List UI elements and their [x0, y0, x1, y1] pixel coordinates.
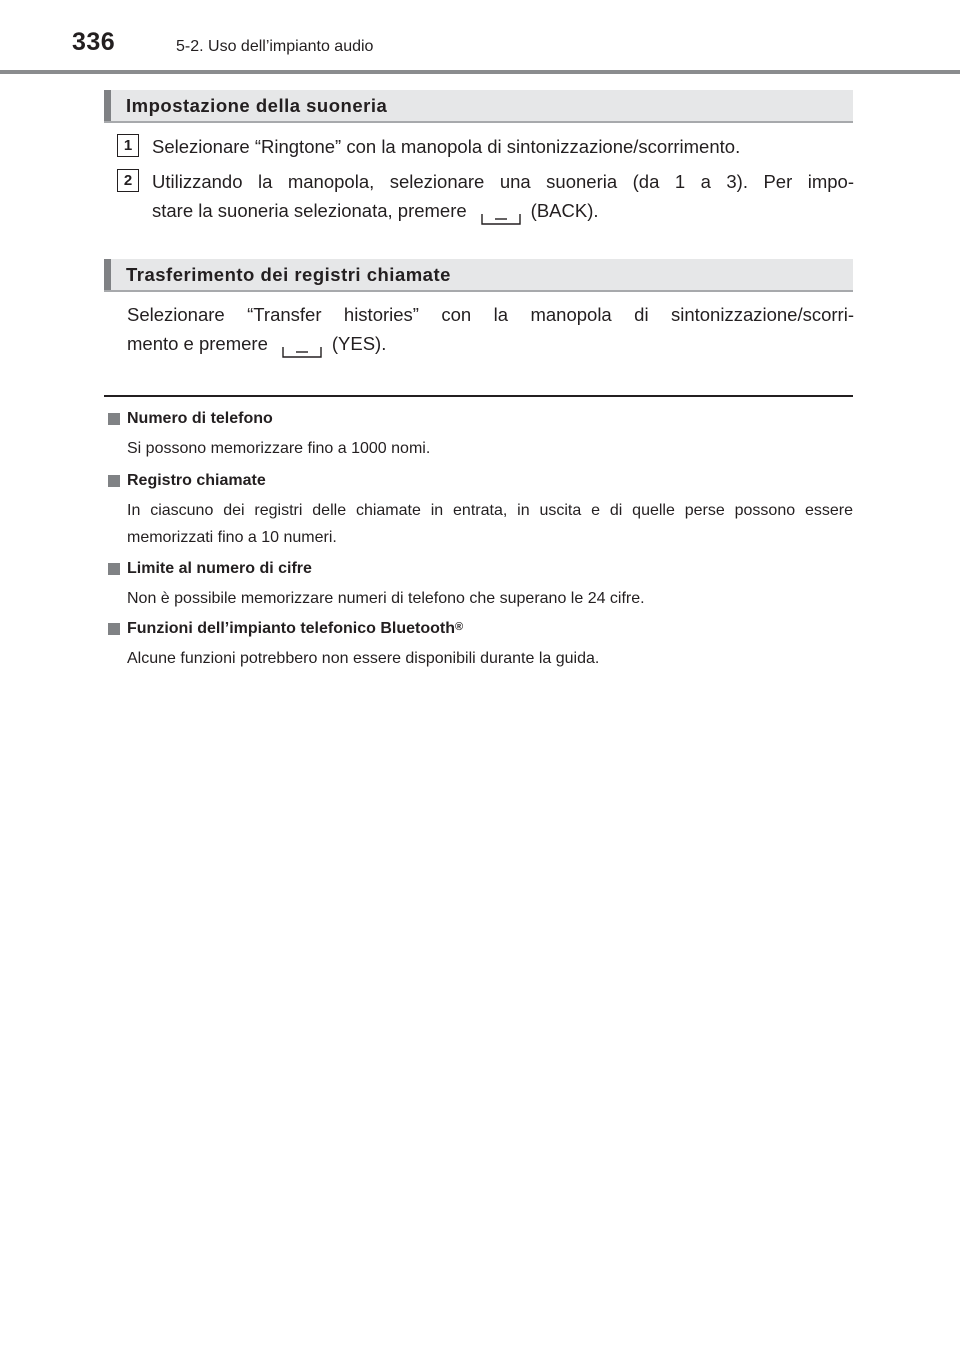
note-call-log — [108, 470, 853, 551]
note-heading-text: Registro chiamate — [127, 472, 266, 489]
section-heading-transfer — [104, 259, 853, 292]
step-number-2: 2 — [117, 169, 139, 192]
square-bullet-icon — [108, 475, 120, 487]
note-bluetooth-functions — [108, 618, 853, 672]
step-2-line-2-after: (BACK). — [530, 200, 599, 221]
horizontal-button-icon — [282, 337, 322, 349]
note-heading — [108, 408, 853, 430]
note-body: Non è possibile memorizzare numeri di telefono che superano le 24 cifre. — [127, 590, 645, 607]
note-heading — [108, 618, 853, 640]
note-heading-text: Limite al numero di cifre — [127, 560, 312, 577]
transfer-line-2-after: (YES). — [331, 333, 387, 354]
step-2-line-2-before: stare la suoneria selezionata, premere — [152, 200, 467, 221]
registered-mark: ® — [454, 621, 464, 633]
section-heading-title: Impostazione della suoneria — [126, 95, 388, 116]
horizontal-button-icon — [481, 204, 521, 216]
step-2-line-1: Utilizzando la manopola, selezionare una suoneria (da 1 a 3). Per impo- — [152, 171, 854, 192]
square-bullet-icon — [108, 623, 120, 635]
step-1-line: Selezionare “Ringtone” con la manopola di sintonizzazione/scorrimento. — [152, 136, 741, 157]
page-number: 336 — [72, 28, 116, 56]
transfer-paragraph — [127, 300, 854, 358]
section-accent — [104, 259, 111, 290]
step-2-text — [152, 167, 854, 225]
note-body: Si possono memorizzare fino a 1000 nomi. — [127, 440, 431, 457]
step-2-line-2 — [152, 196, 854, 225]
square-bullet-icon — [108, 413, 120, 425]
note-body: In ciascuno dei registri delle chiamate in entrata, in uscita e di quelle perse possono essere memorizzati fino a 10 numeri. — [127, 502, 853, 546]
page-header — [0, 0, 960, 76]
notes-divider — [104, 395, 853, 397]
note-phone-number — [108, 408, 853, 462]
header-rule — [0, 70, 960, 74]
step-number-1: 1 — [117, 134, 139, 157]
note-heading — [108, 558, 853, 580]
transfer-line-2 — [127, 329, 854, 358]
section-heading-title: Trasferimento dei registri chiamate — [126, 264, 451, 285]
transfer-line-1: Selezionare “Transfer histories” con la manopola di sintonizzazione/scorri- — [127, 304, 854, 325]
note-digit-limit — [108, 558, 853, 612]
section-heading-ringtone — [104, 90, 853, 123]
note-heading-text: Numero di telefono — [127, 410, 273, 427]
note-body: Alcune funzioni potrebbero non essere disponibili durante la guida. — [127, 650, 600, 667]
note-heading-text: Funzioni dell’impianto telefonico Bluetooth — [127, 620, 455, 637]
step-1-text — [152, 132, 854, 161]
section-title: 5-2. Uso dell’impianto audio — [176, 38, 374, 55]
square-bullet-icon — [108, 563, 120, 575]
note-heading — [108, 470, 853, 492]
section-accent — [104, 90, 111, 121]
transfer-line-2-before: mento e premere — [127, 333, 268, 354]
